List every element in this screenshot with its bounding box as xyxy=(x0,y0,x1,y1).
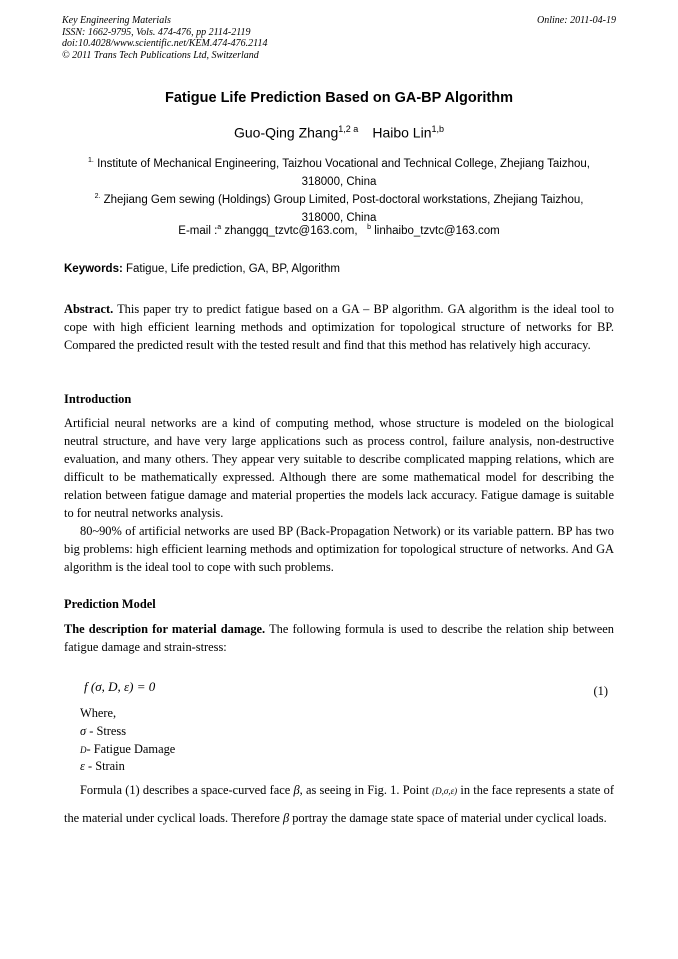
prediction-heading: Prediction Model xyxy=(64,597,156,611)
keywords xyxy=(64,263,340,275)
author-2-sup: 1,b xyxy=(431,124,444,134)
damage-description xyxy=(64,620,614,656)
paper-title: Fatigue Life Prediction Based on GA-BP Algorithm xyxy=(164,90,514,106)
def-damage xyxy=(80,742,175,757)
def-damage-text: - Fatigue Damage xyxy=(86,742,176,756)
where-label: Where, xyxy=(80,706,117,720)
introduction-para-2: 80~90% of artificial networks are used BP (Back-Propagation Network) or its variable pattern. BP has two big problems: high efficient learning methods and optimization for topological structure of networks. And GA algorithm is the ideal tool to cope with such problems. xyxy=(64,524,614,574)
def-strain xyxy=(80,759,125,774)
damage-description-text: The following formula is used to describe the relation ship between fatigue damage and strain-stress: xyxy=(64,622,614,654)
affiliation-1-line1: Institute of Mechanical Engineering, Taizhou Vocational and Technical College, Zhejiang Taizhou, xyxy=(97,157,590,170)
journal-name: Key Engineering Materials xyxy=(62,15,171,26)
def-sigma-text: - Stress xyxy=(89,724,127,738)
affiliation-2-sup: 2. xyxy=(94,193,101,200)
def-strain-text: - Strain xyxy=(88,759,125,773)
explanation-part-b: , as seeing in Fig. 1. Point xyxy=(299,783,429,797)
equation-number: (1) xyxy=(593,684,608,698)
symbol-beta-2: β xyxy=(282,811,290,825)
introduction-heading: Introduction xyxy=(64,392,132,406)
keywords-label: Keywords: xyxy=(64,263,123,275)
affiliation-1-line2: 318000, China xyxy=(301,175,377,188)
email-line xyxy=(0,224,678,237)
point-tuple: (D,σ,ε) xyxy=(432,786,458,796)
def-sigma xyxy=(80,724,126,739)
abstract-text: This paper try to predict fatigue based on a GA – BP algorithm. GA algorithm is the ideal tool to cope with high efficient learning methods and optimization for topological structure of networks for BP. Compared the predicted result with the tested result and find that this method has relatively high accuracy. xyxy=(64,302,615,352)
formula-explanation xyxy=(64,777,614,832)
explanation-part-c: in the face represents a state of the material under cyclical loads. Therefore xyxy=(64,783,614,825)
abstract xyxy=(64,300,614,354)
email-label: E-mail : xyxy=(178,224,218,237)
email-a-sup: a xyxy=(217,224,222,231)
email-b-sup: b xyxy=(367,224,372,231)
affiliation-1-sup: 1. xyxy=(88,157,94,164)
journal-header xyxy=(62,15,267,61)
authors xyxy=(0,124,678,141)
email-b[interactable]: linhaibo_tzvtc@163.com xyxy=(374,224,500,237)
introduction-para-1: Artificial neural networks are a kind of computing method, whose structure is modeled on the biological neutral structure, and have very large applications such as process control, failure analysis, non-destructive evaluation, and many others. They appear very suitable to describe complicated mapping relations, which are difficult to be mathematically expressed. Although there are some mathematical model for describing the relation between fatigue damage and material properties the models lack accuracy. Fatigue damage is suitable to for neutral networks analysis. xyxy=(64,416,614,520)
author-1: Guo-Qing Zhang xyxy=(234,124,339,141)
symbol-beta: β xyxy=(293,783,300,797)
journal-copyright: © 2011 Trans Tech Publications Ltd, Switzerland xyxy=(62,49,259,61)
explanation-part-a: Formula (1) describes a space-curved face xyxy=(80,783,291,797)
keywords-text: Fatigue, Life prediction, GA, BP, Algorithm xyxy=(126,263,340,275)
author-2: Haibo Lin xyxy=(372,124,432,141)
author-1-sup: 1,2 a xyxy=(338,124,359,134)
damage-description-label: The description for material damage. xyxy=(64,622,266,636)
explanation-part-d: portray the damage state space of material under cyclical loads. xyxy=(292,811,607,825)
journal-doi: doi:10.4028/www.scientific.net/KEM.474-476.2114 xyxy=(62,38,268,49)
affiliation-2-line1: Zhejiang Gem sewing (Holdings) Group Limited, Post-doctoral workstations, Zhejiang Taizhou, xyxy=(103,193,584,206)
abstract-label: Abstract. xyxy=(64,302,114,316)
symbol-epsilon: ε xyxy=(80,759,85,773)
affiliation-2 xyxy=(62,188,616,227)
symbol-sigma: σ xyxy=(80,724,87,738)
formula-1: f (σ, D, ε) = 0 xyxy=(84,679,156,694)
affiliation-1 xyxy=(62,152,616,191)
symbol-d: D xyxy=(80,745,87,755)
online-date: Online: 2011-04-19 xyxy=(537,15,616,26)
email-a[interactable]: zhanggq_tzvtc@163.com, xyxy=(224,224,358,237)
affiliation-2-line2: 318000, China xyxy=(301,211,377,224)
journal-issn: ISSN: 1662-9795, Vols. 474-476, pp 2114-2119 xyxy=(62,26,251,38)
